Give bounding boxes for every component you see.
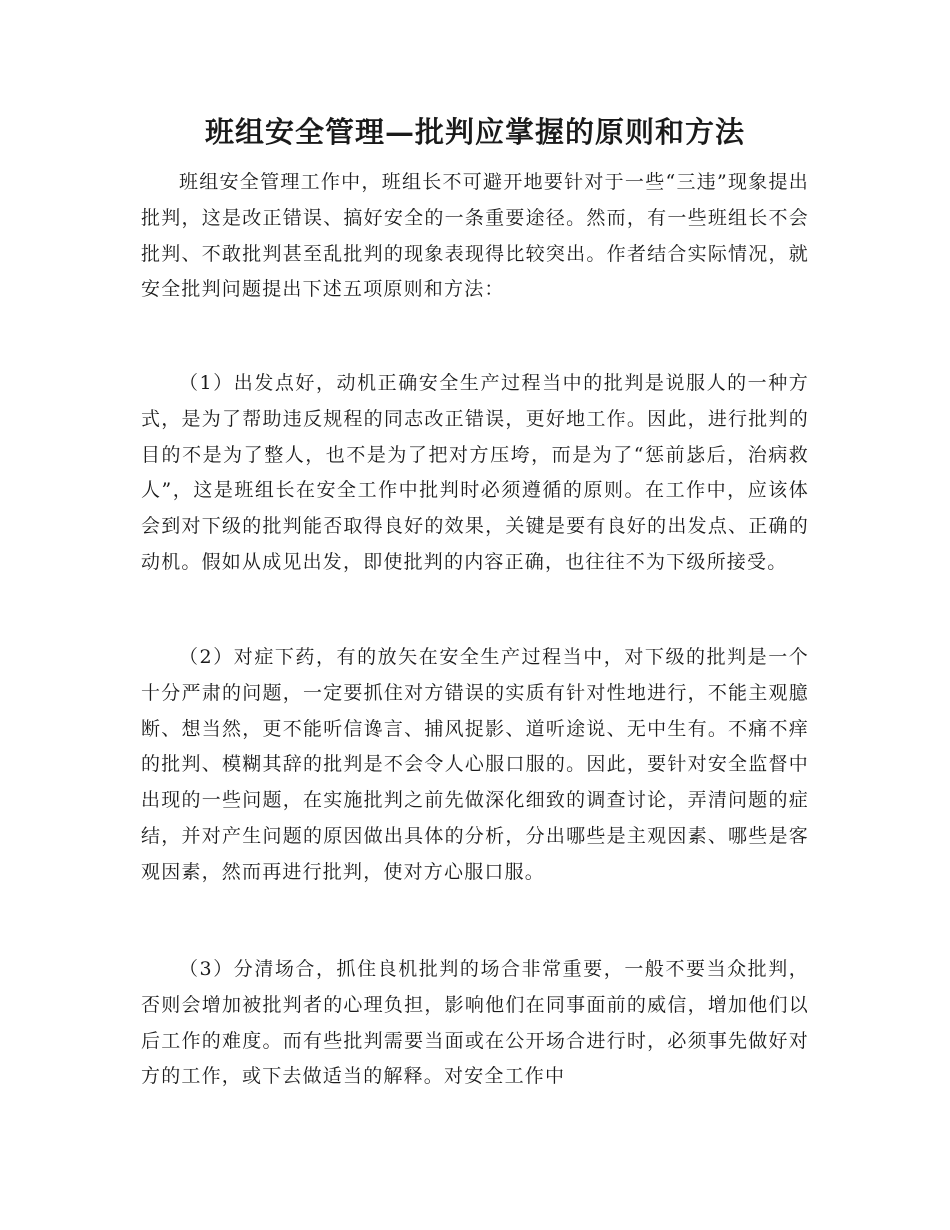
document-title: 班组安全管理—批判应掌握的原则和方法 <box>204 115 745 149</box>
paragraph-principle-2: （2）对症下药，有的放矢在安全生产过程当中，对下级的批判是一个十分严肃的问题，一定要抓住对方错误的实质有针对性地进行，不能主观臆断、想当然，更不能听信谗言、捕风捉影、道听途说、无中生有。不痛不痒的批判、模糊其辞的批判是不会令人心服口服的。因此，要针对安全监督中出现的一些问题，在实施批判之前先做深化细致的调查讨论，弄清问题的症结，并对产生问题的原因做出具体的分析，分出哪些是主观因素、哪些是客观因素，然而再进行批判，使对方心服口服。 <box>141 646 809 883</box>
paragraph-principle-1: （1）出发点好，动机正确安全生产过程当中的批判是说服人的一种方式，是为了帮助违反规程的同志改正错误，更好地工作。因此，进行批判的目的不是为了整人，也不是为了把对方压垮，而是为了“惩前毖后，治病救人”，这是班组长在安全工作中批判时必须遵循的原则。在工作中，应该体会到对下级的批判能否取得良好的效果，关键是要有良好的出发点、正确的动机。假如从成见出发，即使批判的内容正确，也往往不为下级所接受。 <box>141 372 809 573</box>
paragraph-intro: 班组安全管理工作中，班组长不可避开地要针对于一些“三违”现象提出批判，这是改正错误、搞好安全的一条重要途径。然而，有一些班组长不会批判、不敢批判甚至乱批判的现象表现得比较突出。作者结合实际情况，就安全批判问题提出下述五项原则和方法： <box>141 171 809 301</box>
paragraph-principle-3: （3）分清场合，抓住良机批判的场合非常重要，一般不要当众批判，否则会增加被批判者的心理负担，影响他们在同事面前的威信，增加他们以后工作的难度。而有些批判需要当面或在公开场合进行时，必须事先做好对方的工作，或下去做适当的解释。对安全工作中 <box>141 958 809 1088</box>
